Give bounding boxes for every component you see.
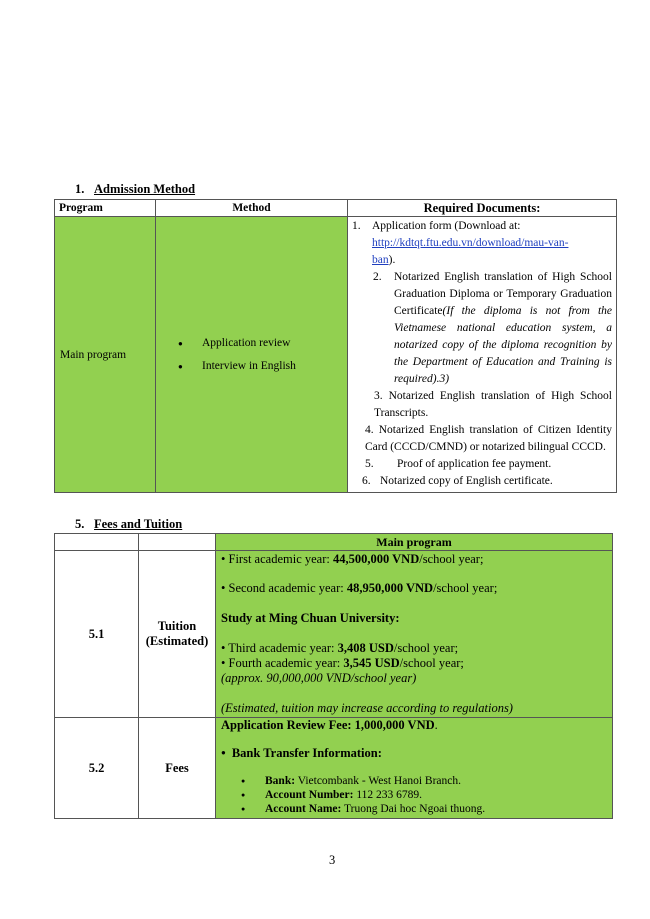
document-item-4: 4. Notarized English translation of Citizen Identity Card (CCCD/CMND) or notarized bilingual CCCD. — [365, 424, 612, 453]
page-number: 3 — [329, 853, 336, 867]
empty-header-cell — [55, 534, 139, 551]
fees-row — [55, 718, 613, 819]
empty-header-cell — [139, 534, 216, 551]
document-item-1: 1. Application form (Download at: http://kdtqt.ftu.edu.vn/download/mau-van- ban). — [352, 220, 569, 266]
method-item: ● Application review — [178, 332, 347, 355]
study-abroad-heading: Study at Ming Chuan University: — [221, 611, 400, 625]
estimate-note: (Estimated, tuition may increase according to regulations) — [221, 701, 513, 715]
header-main-program: Main program — [216, 534, 613, 551]
tuition-label: Tuition (Estimated) — [139, 551, 216, 718]
year-3-tuition: • Third academic year: 3,408 USD/school year; — [221, 641, 459, 655]
year-4-tuition: • Fourth academic year: 3,545 USD/school year; — [221, 656, 464, 670]
table-row — [55, 217, 617, 493]
header-method: Method — [156, 200, 348, 217]
approx-note: (approx. 90,000,000 VND/school year) — [221, 671, 417, 685]
document-item-6: 6. Notarized copy of English certificate. — [362, 475, 553, 487]
review-fee: Application Review Fee: 1,000,000 VND. — [221, 718, 438, 732]
account-name: ● Account Name: Truong Dai hoc Ngoai thuong. — [241, 802, 607, 816]
account-number: ● Account Number: 112 233 6789. — [241, 788, 607, 802]
section-1-number: 1. — [75, 182, 85, 196]
table-header-row — [55, 200, 617, 217]
header-program: Program — [55, 200, 156, 217]
section-5-number: 5. — [75, 517, 85, 531]
tuition-id: 5.1 — [55, 551, 139, 718]
header-required-documents: Required Documents: — [348, 200, 617, 217]
required-documents-cell — [348, 217, 617, 493]
document-item-3: 3. Notarized English translation of High School Transcripts. — [374, 390, 612, 419]
year-1-tuition: • First academic year: 44,500,000 VND/school year; — [221, 552, 484, 566]
section-5-title: Fees and Tuition — [94, 517, 183, 531]
bank-transfer-heading: ● Bank Transfer Information: — [221, 746, 382, 760]
section-1-title: Admission Method — [94, 182, 196, 196]
download-link[interactable]: http://kdtqt.ftu.edu.vn/download/mau-van- ban — [372, 237, 569, 266]
fees-tuition-table — [54, 533, 613, 819]
fees-label: Fees — [139, 718, 216, 819]
program-cell: Main program — [55, 217, 156, 493]
admission-method-table — [54, 199, 617, 493]
method-list — [156, 332, 347, 378]
document-item-5: 5. Proof of application fee payment. — [365, 458, 552, 470]
bullet-icon: ● — [221, 748, 226, 757]
method-cell — [156, 217, 348, 493]
section-5-heading — [75, 517, 182, 532]
fees-id: 5.2 — [55, 718, 139, 819]
fees-details — [216, 718, 613, 819]
year-2-tuition: • Second academic year: 48,950,000 VND/school year; — [221, 581, 498, 595]
bank-name: ● Bank: Vietcombank - West Hanoi Branch. — [241, 774, 607, 788]
tuition-row — [55, 551, 613, 718]
document-item-2: 2. Notarized English translation of High School Graduation Diploma or Temporary Graduation Certificate(If the diploma is not from the Vietnamese national education system, a notarized copy of the diploma recognition by the Department of Education and Training is required).3) — [373, 271, 612, 385]
section-1-heading — [75, 182, 195, 197]
tuition-details — [216, 551, 613, 718]
table-header-row — [55, 534, 613, 551]
bank-details-list — [221, 774, 607, 816]
method-item: ● Interview in English — [178, 355, 347, 378]
